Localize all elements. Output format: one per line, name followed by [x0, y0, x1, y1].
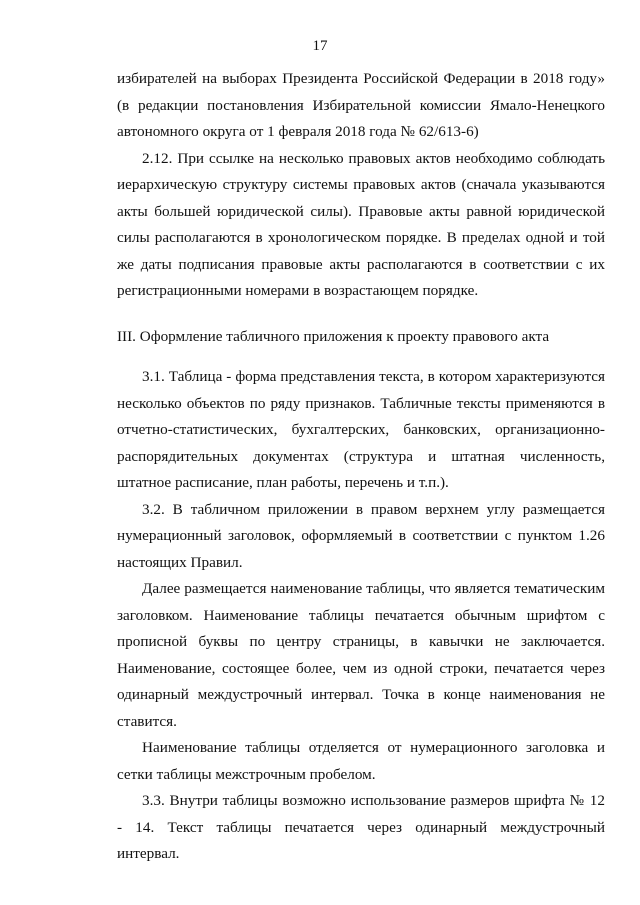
paragraph-2-12: 2.12. При ссылке на несколько правовых актов необходимо соблюдать иерархическую структуру системы правовых актов (сначала указываются акты большей юридической силы). Правовые акты равной юридической силы располагаются в хронологическом порядке. В пределах одной и той же даты подписания правовые акты располагаются в соответствии с их регистрационными номерами в возрастающем порядке. — [117, 149, 605, 299]
paragraph-table-name: Далее размещается наименование таблицы, что является тематическим заголовком. Наименование таблицы печатается обычным шрифтом с прописной буквы по центру страницы, в кавычки не заключается. Наименование, состоящее более, чем из одной строки, печатается через одинарный междустрочный интервал. Точка в конце наименования не ставится. — [117, 580, 605, 730]
paragraph-3-2: 3.2. В табличном приложении в правом верхнем углу размещается нумерационный заголовок, оформляемый в соответствии с пунктом 1.26 настоящих Правил. — [117, 500, 605, 571]
paragraph-3-1: 3.1. Таблица - форма представления текста, в котором характеризуются несколько объектов по ряду признаков. Табличные тексты применяются в отчетно-статистических, бухгалтерских, банковских, организационно-распорядительных документах (структура и штатная численность, штатное расписание, план работы, перечень и т.п.). — [117, 368, 605, 491]
paragraph-table-spacing: Наименование таблицы отделяется от нумерационного заголовка и сетки таблицы межстрочным пробелом. — [117, 739, 605, 783]
paragraph-3-3: 3.3. Внутри таблицы возможно использование размеров шрифта № 12 - 14. Текст таблицы печатается через одинарный междустрочный интервал. — [117, 792, 605, 862]
page-number: 17 — [312, 38, 328, 54]
document-body — [117, 66, 605, 868]
paragraph-continuation: избирателей на выборах Президента Российской Федерации в 2018 году» (в редакции постановления Избирательной комиссии Ямало-Ненецкого автономного округа от 1 февраля 2018 года № 62/613-6) — [117, 70, 605, 140]
section-heading: III. Оформление табличного приложения к проекту правового акта — [117, 327, 550, 345]
